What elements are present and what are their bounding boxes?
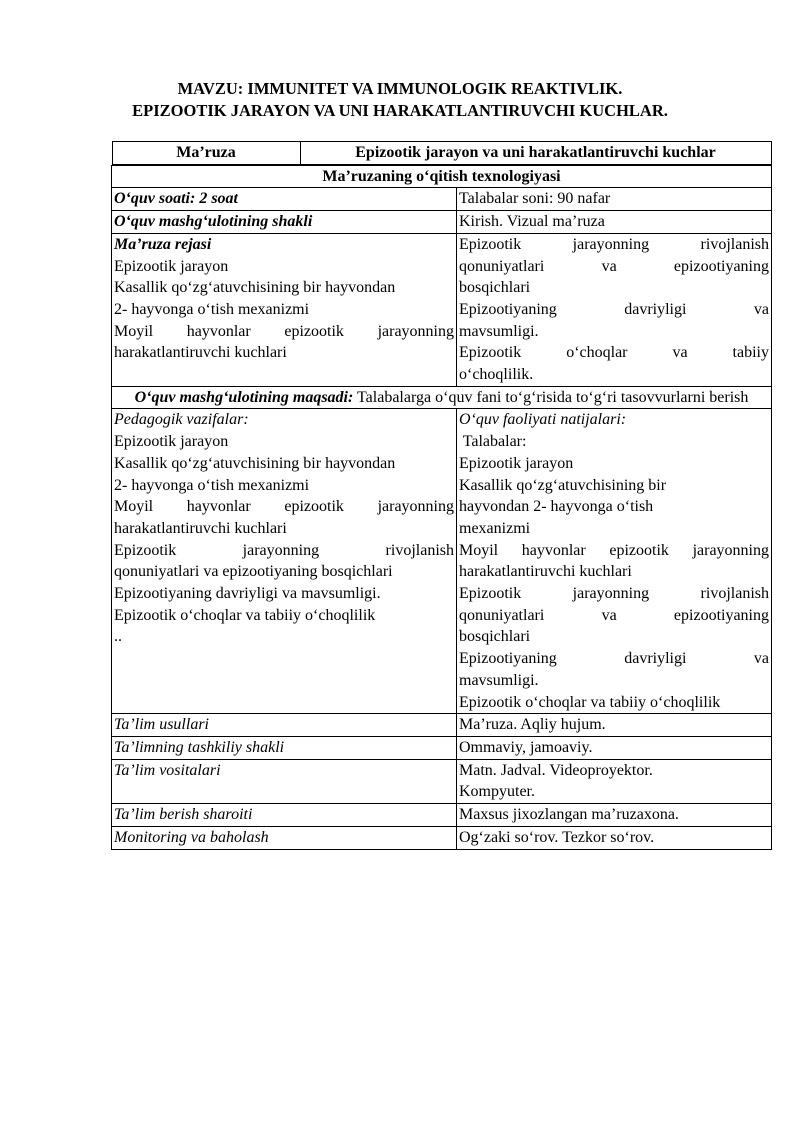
task-line: qonuniyatlari va epizootiyaning bosqichlari xyxy=(114,563,393,581)
result-line: Epizootik jarayon xyxy=(459,454,574,472)
tools-row xyxy=(112,759,772,803)
plan-right-line: o‘choqlilik. xyxy=(459,366,534,384)
conditions-row xyxy=(112,804,772,827)
plan-right-line: qonuniyatlari va epizootiyaning xyxy=(459,257,769,275)
form-row xyxy=(112,211,772,234)
goal-text: Talabalarga o‘quv fani to‘g‘risida to‘g‘ri tasovvurlarni berish xyxy=(353,388,749,406)
technology-heading: Ma’ruzaning o‘qitish texnologiyasi xyxy=(112,165,772,188)
organization-value: Ommaviy, jamoaviy. xyxy=(457,736,772,759)
conditions-value: Maxsus jixozlangan ma’ruzaxona. xyxy=(457,804,772,827)
plan-right-line: bosqichlari xyxy=(459,279,531,297)
task-line: harakatlantiruvchi kuchlari xyxy=(114,519,287,537)
result-line: Talabalar: xyxy=(459,433,527,451)
result-line: bosqichlari xyxy=(459,628,531,646)
monitoring-label: Monitoring va baholash xyxy=(112,826,457,849)
tools-value: Matn. Jadval. Videoproyektor. Kompyuter. xyxy=(457,759,772,803)
result-line: mavsumligi. xyxy=(459,671,539,689)
goal-label: O‘quv mashg‘ulotining maqsadi: xyxy=(134,388,354,406)
tools-label: Ta’lim vositalari xyxy=(112,759,457,803)
tasks-results-row xyxy=(112,409,772,714)
goal-row xyxy=(112,386,772,409)
plan-right-cell xyxy=(457,233,772,386)
goal-cell xyxy=(112,386,772,409)
task-line: Epizootik o‘choqlar va tabiiy o‘choqlilik xyxy=(114,606,376,624)
title-line-2: EPIZOOTIK JARAYON VA UNI HARAKATLANTIRUVCHI KUCHLAR. xyxy=(132,101,668,120)
plan-left-line: harakatlantiruvchi kuchlari xyxy=(114,344,287,362)
task-line: Epizootik jarayon xyxy=(114,433,229,451)
task-line: Moyil hayvonlar epizootik jarayonning xyxy=(114,498,454,516)
organization-row xyxy=(112,736,772,759)
plan-row xyxy=(112,233,772,386)
result-line: Epizootik o‘choqlar va tabiiy o‘choqlilik xyxy=(459,693,721,711)
result-line: Epizootik jarayonning rivojlanish xyxy=(459,585,769,603)
plan-right-line: Epizootik jarayonning rivojlanish xyxy=(459,235,769,253)
form-label: O‘quv mashg‘ulotining shakli xyxy=(112,211,457,234)
plan-left-line: 2- hayvonga o‘tish mexanizmi xyxy=(114,300,310,318)
monitoring-row xyxy=(112,826,772,849)
hours-label: O‘quv soati: 2 soat xyxy=(112,188,457,211)
technology-heading-row xyxy=(112,165,772,188)
document-title xyxy=(0,78,800,122)
monitoring-value: Og‘zaki so‘rov. Tezkor so‘rov. xyxy=(457,826,772,849)
plan-left-cell xyxy=(112,233,457,386)
students-count: Talabalar soni: 90 nafar xyxy=(457,188,772,211)
title-line-1: MAVZU: IMMUNITET VA IMMUNOLOGIK REAKTIVLIK. xyxy=(177,79,623,98)
results-heading: O‘quv faoliyati natijalari: xyxy=(459,411,627,429)
plan-left-line: Epizootik jarayon xyxy=(114,257,229,275)
header-row xyxy=(112,141,772,165)
result-line: hayvondan 2- hayvonga o‘tish xyxy=(459,498,654,516)
conditions-label: Ta’lim berish sharoiti xyxy=(112,804,457,827)
result-line: mexanizmi xyxy=(459,519,531,537)
plan-left-line: Kasallik qo‘zg‘atuvchisining bir hayvondan xyxy=(114,279,396,297)
learning-results-cell xyxy=(457,409,772,714)
tasks-heading: Pedagogik vazifalar: xyxy=(114,411,249,429)
lecture-technology-table xyxy=(111,141,772,850)
plan-left-line: Moyil hayvonlar epizootik jarayonning xyxy=(114,322,454,340)
pedagogical-tasks-cell xyxy=(112,409,457,714)
organization-label: Ta’limning tashkiliy shakli xyxy=(112,736,457,759)
task-line: 2- hayvonga o‘tish mexanizmi xyxy=(114,476,310,494)
task-line: Epizootik jarayonning rivojlanish xyxy=(114,541,454,559)
result-line: harakatlantiruvchi kuchlari xyxy=(459,563,632,581)
result-line: Kasallik qo‘zg‘atuvchisining bir xyxy=(459,476,667,494)
hours-row xyxy=(112,188,772,211)
plan-heading: Ma’ruza rejasi xyxy=(114,235,212,253)
task-line: .. xyxy=(114,628,122,646)
task-line: Epizootiyaning davriyligi va mavsumligi. xyxy=(114,585,381,603)
result-line: Moyil hayvonlar epizootik jarayonning xyxy=(459,541,769,559)
plan-right-line: Epizootiyaning davriyligi va xyxy=(459,300,769,318)
task-line: Kasallik qo‘zg‘atuvchisining bir hayvondan xyxy=(114,454,396,472)
methods-row xyxy=(112,714,772,737)
plan-right-line: mavsumligi. xyxy=(459,322,539,340)
result-line: qonuniyatlari va epizootiyaning xyxy=(459,606,769,624)
form-value: Kirish. Vizual ma’ruza xyxy=(457,211,772,234)
methods-label: Ta’lim usullari xyxy=(112,714,457,737)
header-left: Ma’ruza xyxy=(112,142,300,165)
plan-right-line: Epizootik o‘choqlar va tabiiy xyxy=(459,344,769,362)
result-line: Epizootiyaning davriyligi va xyxy=(459,650,769,668)
methods-value: Ma’ruza. Aqliy hujum. xyxy=(457,714,772,737)
header-right: Epizootik jarayon va uni harakatlantiruvchi kuchlar xyxy=(300,142,771,165)
